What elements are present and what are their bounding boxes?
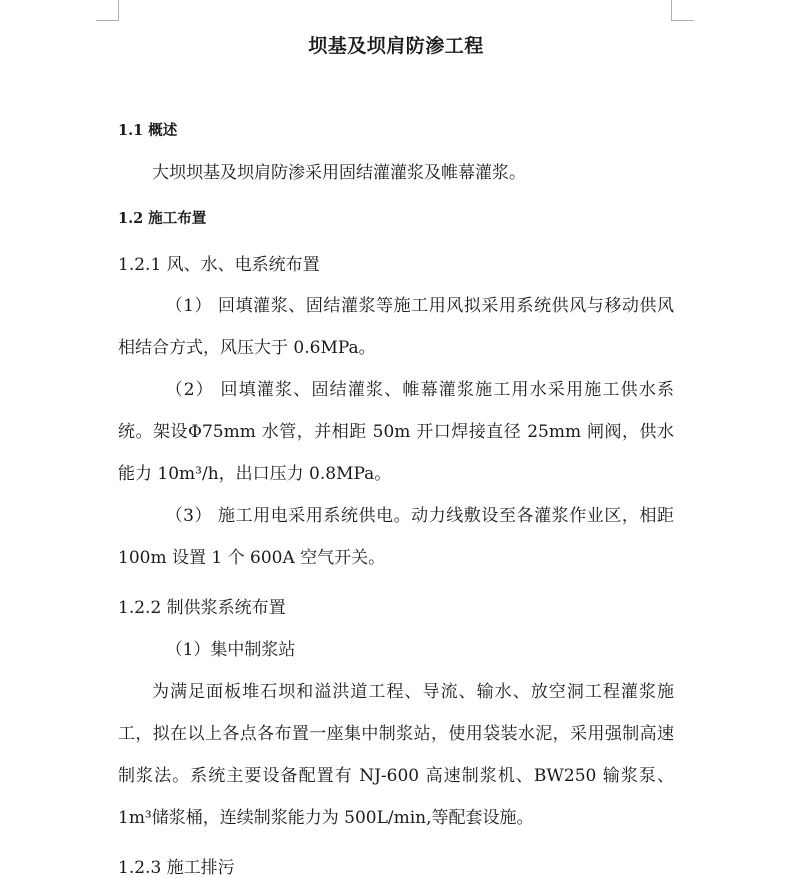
paragraph-water-supply: （2） 回填灌浆、固结灌浆、帷幕灌浆施工用水采用施工供水系统。架设Φ75mm 水管，并相距 50m 开口焊接直径 25mm 闸阀，供水能力 10m³/h，出口压力 0.8MPa。 [118,380,674,484]
page-corner-mark-top-right [671,0,694,21]
section-heading-1-2: 1.2 施工布置 [118,210,207,227]
page-corner-mark-top-left [96,0,119,21]
document-title: 坝基及坝肩防渗工程 [308,35,484,57]
subheading-mixing-station: （1）集中制浆站 [165,640,296,660]
section-heading-1-2-3: 1.2.3 施工排污 [118,858,235,878]
paragraph-wind-supply: （1） 回填灌浆、固结灌浆等施工用风拟采用系统供风与移动供风相结合方式，风压大于 0.6MPa。 [118,296,674,358]
paragraph-overview: 大坝坝基及坝肩防渗采用固结灌灌浆及帷幕灌浆。 [152,163,526,183]
section-heading-1-2-2: 1.2.2 制供浆系统布置 [118,598,286,618]
section-heading-1-2-1: 1.2.1 风、水、电系统布置 [118,255,320,275]
paragraph-power-supply: （3） 施工用电采用系统供电。动力线敷设至各灌浆作业区，相距 100m 设置 1 个 600A 空气开关。 [118,506,674,568]
section-heading-1-1: 1.1 概述 [118,122,178,139]
paragraph-mixing-station: 为满足面板堆石坝和溢洪道工程、导流、输水、放空洞工程灌浆施工，拟在以上各点各布置一座集中制浆站，使用袋装水泥，采用强制高速制浆法。系统主要设备配置有 NJ-600 高速制浆机、BW250 输浆泵、1m³储浆桶，连续制浆能力为 500L/min,等配套设施。 [118,682,674,828]
